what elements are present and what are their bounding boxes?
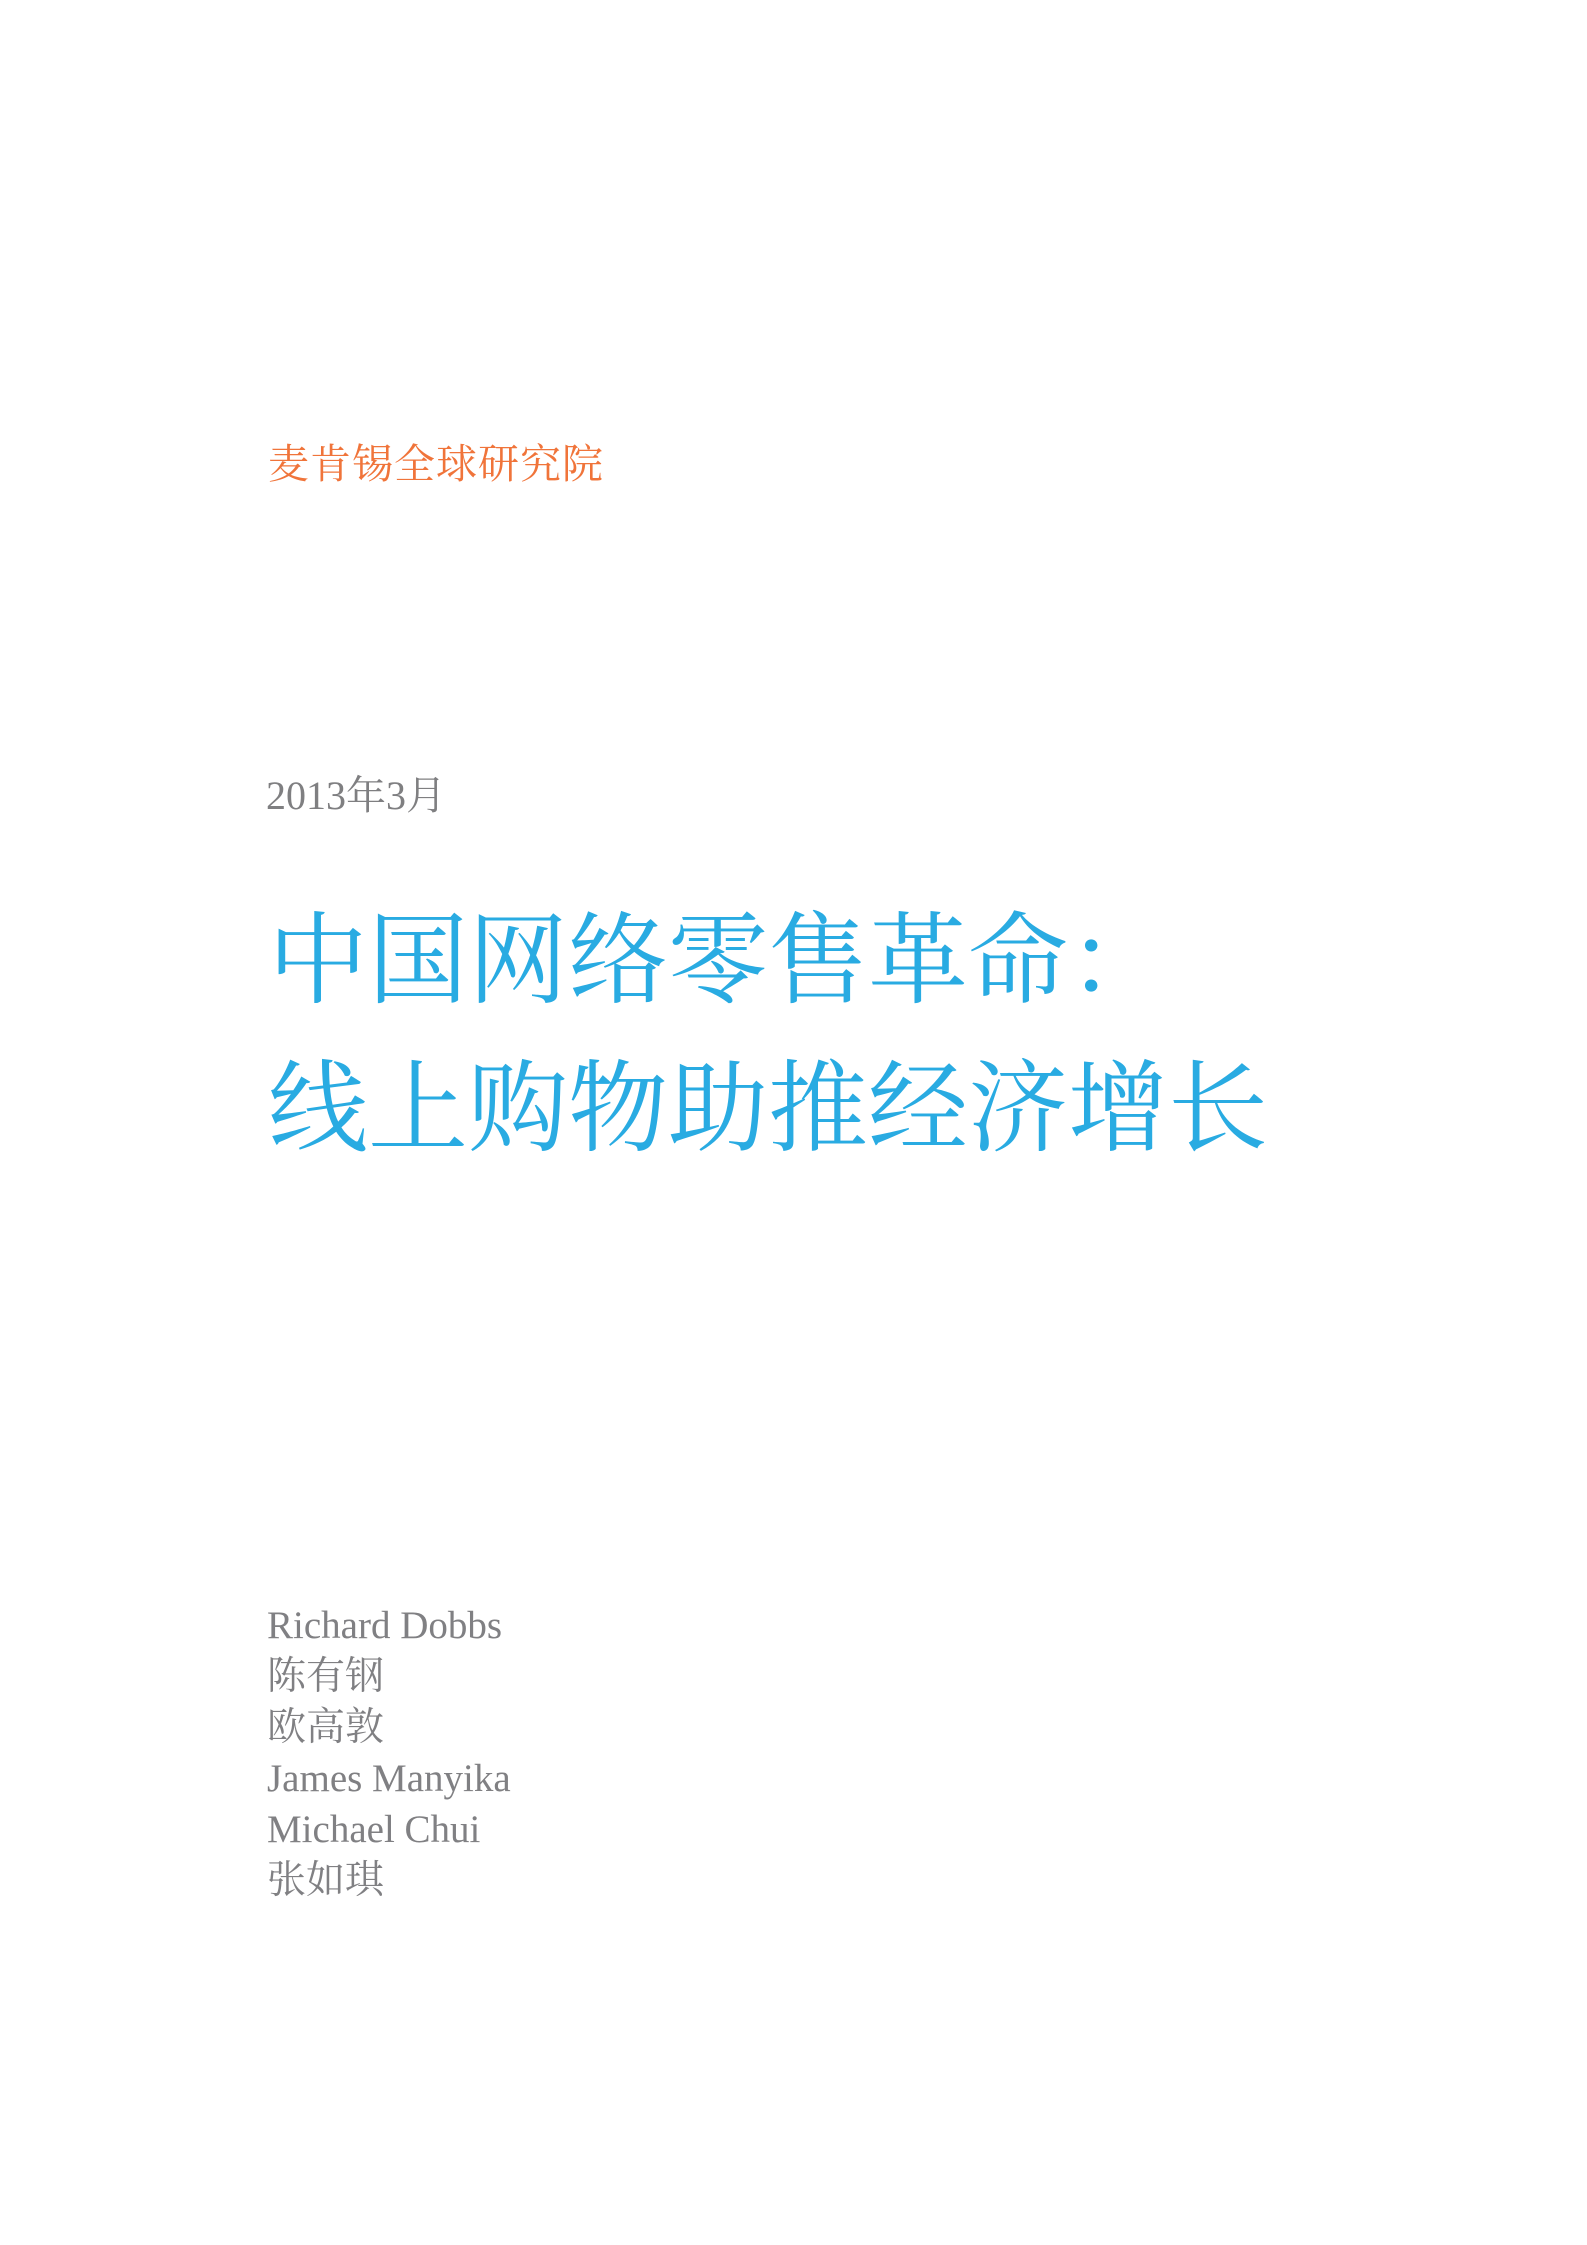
author-list [267, 1600, 511, 1906]
publisher-name: 麦肯锡全球研究院 [268, 441, 604, 487]
author-line: James Manyika [267, 1757, 511, 1800]
report-title-line-1: 中国网络零售革命： [268, 906, 1168, 1017]
report-title-line-2: 线上购物助推经济增长 [268, 1054, 1268, 1165]
author-line: 张如琪 [267, 1859, 385, 1902]
author-line: 陈有钢 [267, 1655, 385, 1698]
author-line: 欧高敦 [267, 1706, 385, 1749]
author-line: Michael Chui [267, 1808, 481, 1851]
report-title [268, 888, 1268, 1184]
publication-date: 2013年3月 [266, 773, 446, 818]
author-line: Richard Dobbs [267, 1604, 503, 1647]
